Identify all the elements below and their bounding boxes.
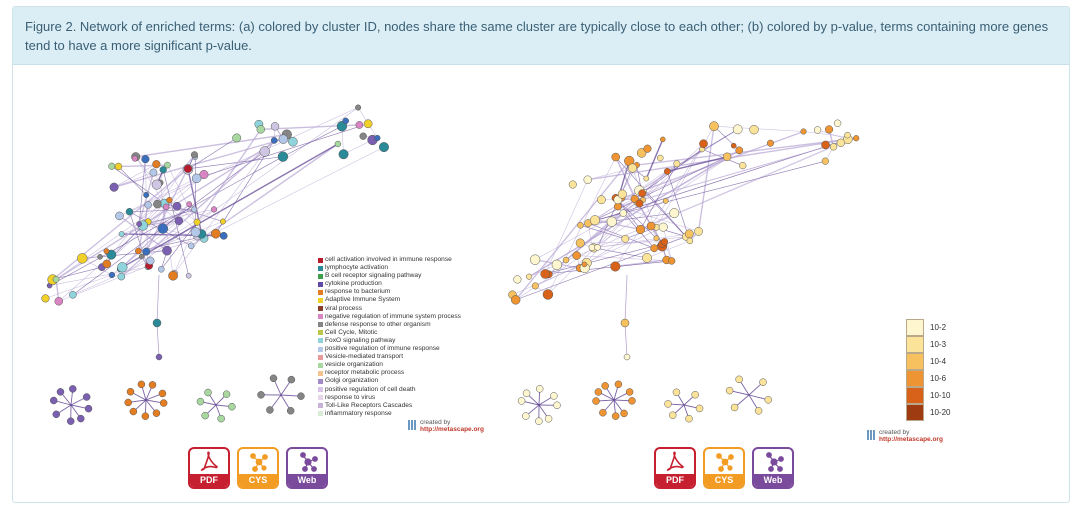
legend-item (318, 321, 493, 329)
legend-swatch (318, 298, 323, 303)
legend-label: positive regulation of immune response (325, 345, 440, 353)
legend-label: Vesicle-mediated transport (325, 353, 404, 361)
web-label: Web (288, 474, 326, 487)
figure-panel (12, 6, 1070, 503)
legend-item (318, 296, 493, 304)
scale-row (906, 387, 966, 404)
pdf-icon (656, 449, 694, 475)
cys-download-button[interactable] (237, 447, 279, 489)
pdf-label: PDF (656, 474, 694, 487)
scale-label: 10-3 (930, 340, 947, 349)
cluster-legend (318, 256, 493, 418)
credit-url[interactable]: http://metascape.org (879, 436, 943, 443)
legend-label: Cell Cycle, Mitotic (325, 328, 378, 336)
legend-swatch (318, 347, 323, 352)
credit-right (879, 429, 943, 443)
network-pvalue-view (508, 120, 859, 425)
legend-swatch (318, 314, 323, 319)
legend-label: FoxO signaling pathway (325, 336, 396, 344)
legend-label: lymphocyte activation (325, 264, 389, 272)
legend-item (318, 386, 493, 394)
legend-label: cell activation involved in immune response (325, 256, 452, 263)
legend-label: negative regulation of immune system process (325, 312, 461, 320)
legend-item (318, 369, 493, 377)
legend-label: B cell receptor signaling pathway (325, 272, 422, 280)
legend-label: response to virus (325, 393, 376, 401)
legend-swatch (318, 379, 323, 384)
legend-swatch (318, 395, 323, 400)
credit-created-by: created by (420, 419, 451, 426)
pdf-download-button[interactable] (188, 447, 230, 489)
legend-label: viral process (325, 304, 363, 312)
legend-swatch (318, 403, 323, 408)
legend-item (318, 337, 493, 345)
legend-swatch (318, 387, 323, 392)
scale-label: 10-2 (930, 323, 947, 332)
credit-url[interactable]: http://metascape.org (420, 426, 484, 433)
scale-swatch (906, 353, 924, 370)
scale-row (906, 336, 966, 353)
figure-caption: Figure 2. Network of enriched terms: (a) colored by cluster ID, nodes share the same cluster are typically close to each other; (b) colored by p-value, terms containing more genes tend to have a more significant p-value. (13, 7, 1069, 65)
cys-label: CYS (239, 474, 277, 487)
legend-item (318, 402, 493, 410)
scale-row (906, 319, 966, 336)
network-web-icon (288, 449, 326, 475)
cys-download-button[interactable] (703, 447, 745, 489)
scale-row (906, 353, 966, 370)
credit-created-by: created by (879, 429, 910, 436)
legend-label: cytokine production (325, 280, 382, 288)
legend-label: positive regulation of cell death (325, 385, 416, 393)
legend-swatch (318, 274, 323, 279)
legend-swatch (318, 322, 323, 327)
scale-swatch (906, 319, 924, 336)
scale-label: 10-10 (930, 391, 951, 400)
legend-label: receptor metabolic process (325, 369, 405, 377)
legend-swatch (318, 330, 323, 335)
legend-item (318, 377, 493, 385)
legend-item (318, 256, 493, 264)
legend-swatch (318, 371, 323, 376)
legend-item (318, 288, 493, 296)
legend-label: vesicle organization (325, 361, 383, 369)
credit-left (420, 419, 484, 433)
legend-item (318, 305, 493, 313)
web-download-button[interactable] (752, 447, 794, 489)
web-download-button[interactable] (286, 447, 328, 489)
legend-item (318, 394, 493, 402)
legend-swatch (318, 282, 323, 287)
scale-label: 10-20 (930, 408, 951, 417)
metascape-logo-icon (866, 429, 876, 441)
scale-swatch (906, 387, 924, 404)
legend-swatch (318, 338, 323, 343)
scale-swatch (906, 336, 924, 353)
scale-row (906, 370, 966, 387)
legend-item (318, 329, 493, 337)
scale-row (906, 404, 966, 421)
legend-swatch (318, 355, 323, 360)
pvalue-color-scale (906, 319, 966, 421)
scale-swatch (906, 404, 924, 421)
legend-item (318, 410, 493, 418)
legend-swatch (318, 290, 323, 295)
legend-item (318, 272, 493, 280)
legend-item (318, 345, 493, 353)
legend-item (318, 280, 493, 288)
legend-label: defense response to other organism (325, 320, 431, 328)
legend-label: inflammatory response (325, 409, 392, 417)
cytoscape-icon (239, 449, 277, 475)
network-web-icon (754, 449, 792, 475)
pdf-download-button[interactable] (654, 447, 696, 489)
legend-swatch (318, 363, 323, 368)
pdf-label: PDF (190, 474, 228, 487)
legend-item (318, 361, 493, 369)
web-label: Web (754, 474, 792, 487)
scale-label: 10-6 (930, 374, 947, 383)
cys-label: CYS (705, 474, 743, 487)
scale-label: 10-4 (930, 357, 947, 366)
legend-item (318, 264, 493, 272)
legend-label: Adaptive Immune System (325, 296, 401, 304)
legend-label: response to bacterium (325, 288, 391, 296)
scale-swatch (906, 370, 924, 387)
legend-swatch (318, 258, 323, 263)
legend-swatch (318, 306, 323, 311)
legend-label: Toll-Like Receptors Cascades (325, 401, 413, 409)
legend-item (318, 313, 493, 321)
cytoscape-icon (705, 449, 743, 475)
pdf-icon (190, 449, 228, 475)
metascape-logo-icon (407, 419, 417, 431)
legend-label: Golgi organization (325, 377, 379, 385)
legend-swatch (318, 266, 323, 271)
legend-swatch (318, 411, 323, 416)
legend-item (318, 353, 493, 361)
